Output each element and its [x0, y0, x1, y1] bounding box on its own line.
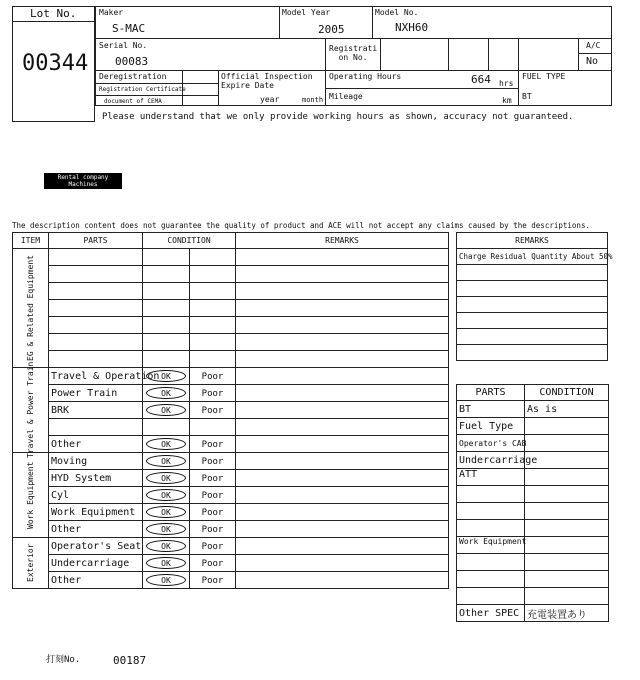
accuracy-notice: Please understand that we only provide working hours as shown, accuracy not guaranteed.: [102, 112, 574, 122]
rental-badge-text: Rental company Machines: [57, 174, 109, 188]
mileage-label: Mileage: [329, 92, 363, 101]
table-row: [13, 300, 449, 317]
part-cell: [49, 283, 143, 300]
part-cell: Other: [49, 521, 143, 538]
remarks-cell: [236, 504, 449, 521]
disclaimer: The description content does not guarantee the quality of product and ACE will not accept any claims caused by the descriptions.: [12, 221, 590, 230]
table-row: [13, 402, 449, 419]
table-row: [13, 538, 449, 555]
side-condition-header: CONDITION: [525, 385, 609, 401]
side-condition-cell: [525, 503, 609, 520]
table-row: [13, 453, 449, 470]
table-row: [13, 504, 449, 521]
table-row: [13, 317, 449, 334]
deregistration-label: Deregistration: [99, 72, 167, 81]
table-row: [13, 487, 449, 504]
remarks-cell: [236, 521, 449, 538]
side-table-row: [457, 435, 609, 452]
remarks-box-text: Charge Residual Quantity About 50%: [457, 249, 608, 265]
side-part-cell: Other SPEC: [457, 605, 525, 622]
remarks-cell: [236, 385, 449, 402]
rental-badge: [44, 173, 122, 189]
side-table-row: [457, 571, 609, 588]
side-table-row: [457, 520, 609, 537]
stamp-label: 打刻No.: [46, 655, 81, 665]
side-table-row: [457, 554, 609, 571]
table-row: [13, 385, 449, 402]
table-row: [13, 521, 449, 538]
table-row: [13, 249, 449, 266]
part-cell: Other: [49, 572, 143, 589]
remarks-cell: [236, 419, 449, 436]
poor-option: Poor: [201, 405, 224, 416]
cema-document-label: document of CEMA: [104, 98, 162, 105]
remarks-cell: [236, 317, 449, 334]
remarks-cell: [236, 368, 449, 385]
side-table-row: [457, 418, 609, 435]
operating-hours-value: 664: [471, 73, 491, 86]
remarks-header: REMARKS: [236, 233, 449, 249]
model-no-value: NXH60: [395, 21, 429, 34]
part-cell: HYD System: [49, 470, 143, 487]
part-cell: Operator's Seat: [49, 538, 143, 555]
part-cell: Power Train: [49, 385, 143, 402]
side-condition-cell: [525, 537, 609, 554]
condition-table-header: [13, 233, 449, 249]
side-table-row: [457, 537, 609, 554]
part-cell: [49, 317, 143, 334]
side-table-row: [457, 503, 609, 520]
ok-option: OK: [146, 387, 186, 399]
side-part-cell: Undercarriage: [457, 452, 525, 469]
side-part-cell: [457, 588, 525, 605]
table-row: [13, 470, 449, 487]
side-condition-cell: [525, 571, 609, 588]
lot-label: Lot No.: [30, 7, 77, 20]
remarks-cell: [236, 470, 449, 487]
item-group-label: Exterior: [26, 543, 35, 583]
table-row: [13, 436, 449, 453]
item-group-label: Work Equipment: [26, 461, 35, 529]
condition-header: CONDITION: [143, 233, 236, 249]
model-year-label: Model Year: [282, 8, 331, 17]
poor-option: Poor: [201, 507, 224, 518]
part-cell: [49, 249, 143, 266]
poor-option: Poor: [201, 524, 224, 535]
poor-option: Poor: [201, 575, 224, 586]
poor-option: Poor: [201, 388, 224, 399]
side-part-cell: Work Equipment: [457, 537, 525, 554]
part-cell: [49, 334, 143, 351]
side-part-cell: [457, 486, 525, 503]
poor-option: Poor: [201, 439, 224, 450]
side-condition-cell: [525, 554, 609, 571]
remarks-box-header: REMARKS: [457, 233, 608, 249]
registration-certificate-label: Registration Certificate: [99, 86, 186, 93]
hrs-unit: hrs: [499, 79, 514, 88]
lot-number: 00344: [22, 51, 89, 76]
side-table-row: [457, 452, 609, 469]
ac-value: No: [586, 56, 599, 67]
item-header: ITEM: [13, 233, 49, 249]
year-label: year: [260, 95, 280, 104]
remarks-cell: [236, 300, 449, 317]
side-condition-cell: [525, 469, 609, 486]
remarks-cell: [236, 249, 449, 266]
ok-option: OK: [146, 438, 186, 450]
remarks-cell: [236, 266, 449, 283]
table-row: [13, 368, 449, 385]
poor-option: Poor: [201, 490, 224, 501]
inspection-label: Official Inspection Expire Date: [221, 72, 313, 90]
part-cell: BRK: [49, 402, 143, 419]
remarks-cell: [236, 555, 449, 572]
side-parts-table: [456, 384, 609, 622]
ok-option: OK: [146, 370, 186, 382]
side-part-cell: Operator's CAB: [457, 435, 525, 452]
side-condition-cell: [525, 486, 609, 503]
poor-option: Poor: [201, 473, 224, 484]
poor-option: Poor: [201, 456, 224, 467]
part-cell: [49, 351, 143, 368]
side-table-row: [457, 588, 609, 605]
table-row: [13, 351, 449, 368]
part-cell: Moving: [49, 453, 143, 470]
maker-value: S-MAC: [112, 22, 146, 35]
model-no-label: Model No.: [375, 8, 419, 17]
ok-option: OK: [146, 489, 186, 501]
condition-table: [12, 232, 449, 589]
side-table-row: [457, 486, 609, 503]
part-cell: Cyl: [49, 487, 143, 504]
poor-option: Poor: [201, 558, 224, 569]
side-condition-cell: [525, 452, 609, 469]
side-parts-header: PARTS: [457, 385, 525, 401]
table-row: [13, 283, 449, 300]
remarks-box: [456, 232, 613, 361]
side-condition-cell: [525, 418, 609, 435]
ok-option: OK: [146, 506, 186, 518]
ok-option: OK: [146, 557, 186, 569]
item-group-label: EG & Related Equipment: [26, 255, 35, 361]
stamp-number: 00187: [113, 654, 147, 667]
side-part-cell: ATT: [457, 469, 525, 486]
table-row: [13, 572, 449, 589]
item-group-label: Travel & Power Train: [26, 361, 35, 459]
ok-option: OK: [146, 404, 186, 416]
part-cell: [49, 266, 143, 283]
side-part-cell: [457, 503, 525, 520]
remarks-cell: [236, 436, 449, 453]
part-cell: [49, 300, 143, 317]
side-part-cell: BT: [457, 401, 525, 418]
side-condition-cell: [525, 520, 609, 537]
side-part-cell: [457, 571, 525, 588]
ok-option: OK: [146, 540, 186, 552]
side-table-row: [457, 605, 609, 622]
side-condition-cell: As is: [525, 401, 609, 418]
ok-option: OK: [146, 455, 186, 467]
side-condition-cell: [525, 588, 609, 605]
part-cell: Undercarriage: [49, 555, 143, 572]
serial-label: Serial No.: [99, 41, 148, 50]
side-table-row: [457, 401, 609, 418]
poor-option: Poor: [201, 371, 224, 382]
month-label: month: [302, 96, 324, 104]
part-cell: Other: [49, 436, 143, 453]
side-condition-cell: 充電装置あり: [525, 605, 609, 622]
parts-header: PARTS: [49, 233, 143, 249]
fuel-type-label: FUEL TYPE: [522, 72, 566, 81]
remarks-cell: [236, 453, 449, 470]
remarks-cell: [236, 538, 449, 555]
table-row: [13, 419, 449, 436]
serial-value: 00083: [115, 55, 149, 68]
remarks-cell: [236, 487, 449, 504]
part-cell: Work Equipment: [49, 504, 143, 521]
maker-label: Maker: [99, 8, 124, 17]
fuel-type-value: BT: [522, 92, 532, 101]
side-condition-cell: [525, 435, 609, 452]
table-row: [13, 334, 449, 351]
remarks-cell: [236, 283, 449, 300]
part-cell: [49, 419, 143, 436]
ok-option: OK: [146, 523, 186, 535]
side-part-cell: [457, 554, 525, 571]
poor-option: Poor: [201, 541, 224, 552]
side-part-cell: Fuel Type: [457, 418, 525, 435]
ok-option: OK: [146, 472, 186, 484]
remarks-cell: [236, 572, 449, 589]
registration-label: Registrati on No.: [329, 44, 378, 62]
remarks-cell: [236, 351, 449, 368]
ac-label: A/C: [586, 41, 601, 50]
table-row: [13, 555, 449, 572]
model-year-value: 2005: [318, 23, 345, 36]
km-unit: km: [502, 96, 512, 105]
side-table-row: [457, 469, 609, 486]
ok-option: OK: [146, 574, 186, 586]
remarks-cell: [236, 402, 449, 419]
table-row: [13, 266, 449, 283]
remarks-cell: [236, 334, 449, 351]
side-part-cell: [457, 520, 525, 537]
part-cell: Travel & Operation: [49, 368, 143, 385]
operating-hours-label: Operating Hours: [329, 72, 402, 81]
